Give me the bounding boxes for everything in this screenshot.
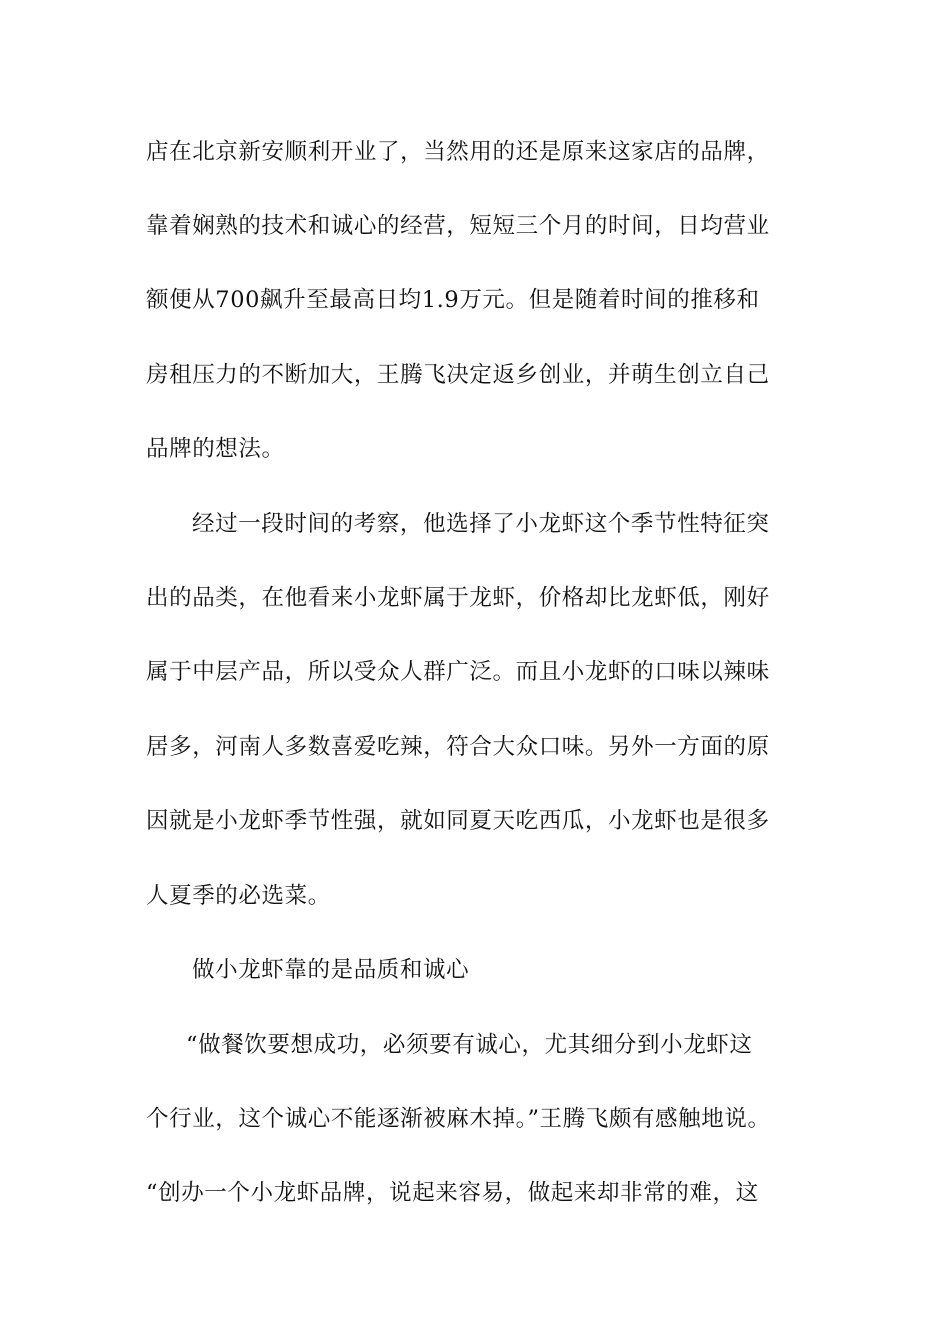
paragraph-first-line: 经过一段时间的考察，他选择了小龙虾这个季节性特征突 <box>192 511 770 537</box>
text-line: 出的品类，在他看来小龙虾属于龙虾，价格却比龙虾低，刚好 <box>146 585 770 611</box>
text-line: 品牌的想法。 <box>146 436 285 462</box>
text-line: 靠着娴熟的技术和诚心的经营，短短三个月的时间，日均营业 <box>146 213 770 239</box>
text-line: 房租压力的不断加大，王腾飞决定返乡创业，并萌生创立自己 <box>146 362 770 388</box>
text-line: 店在北京新安顺利开业了，当然用的还是原来这家店的品牌， <box>146 139 770 165</box>
text-line: “创办一个小龙虾品牌，说起来容易，做起来却非常的难，这 <box>146 1180 759 1206</box>
text-line: 居多，河南人多数喜爱吃辣，符合大众口味。另外一方面的原 <box>146 734 770 760</box>
text-line: 属于中层产品，所以受众人群广泛。而且小龙虾的口味以辣味 <box>146 659 770 685</box>
text-line: 人夏季的必选菜。 <box>146 883 331 909</box>
section-heading: 做小龙虾靠的是品质和诚心 <box>192 957 470 983</box>
text-line: 个行业，这个诚心不能逐渐被麻木掉。”王腾飞颇有感触地说。 <box>146 1106 771 1132</box>
text-line: 因就是小龙虾季节性强，就如同夏天吃西瓜，小龙虾也是很多 <box>146 808 770 834</box>
text-line: 额便从700飙升至最高日均1.9万元。但是随着时间的推移和 <box>146 287 760 313</box>
paragraph-first-line: “做餐饮要想成功，必须要有诚心，尤其细分到小龙虾这 <box>186 1032 753 1058</box>
